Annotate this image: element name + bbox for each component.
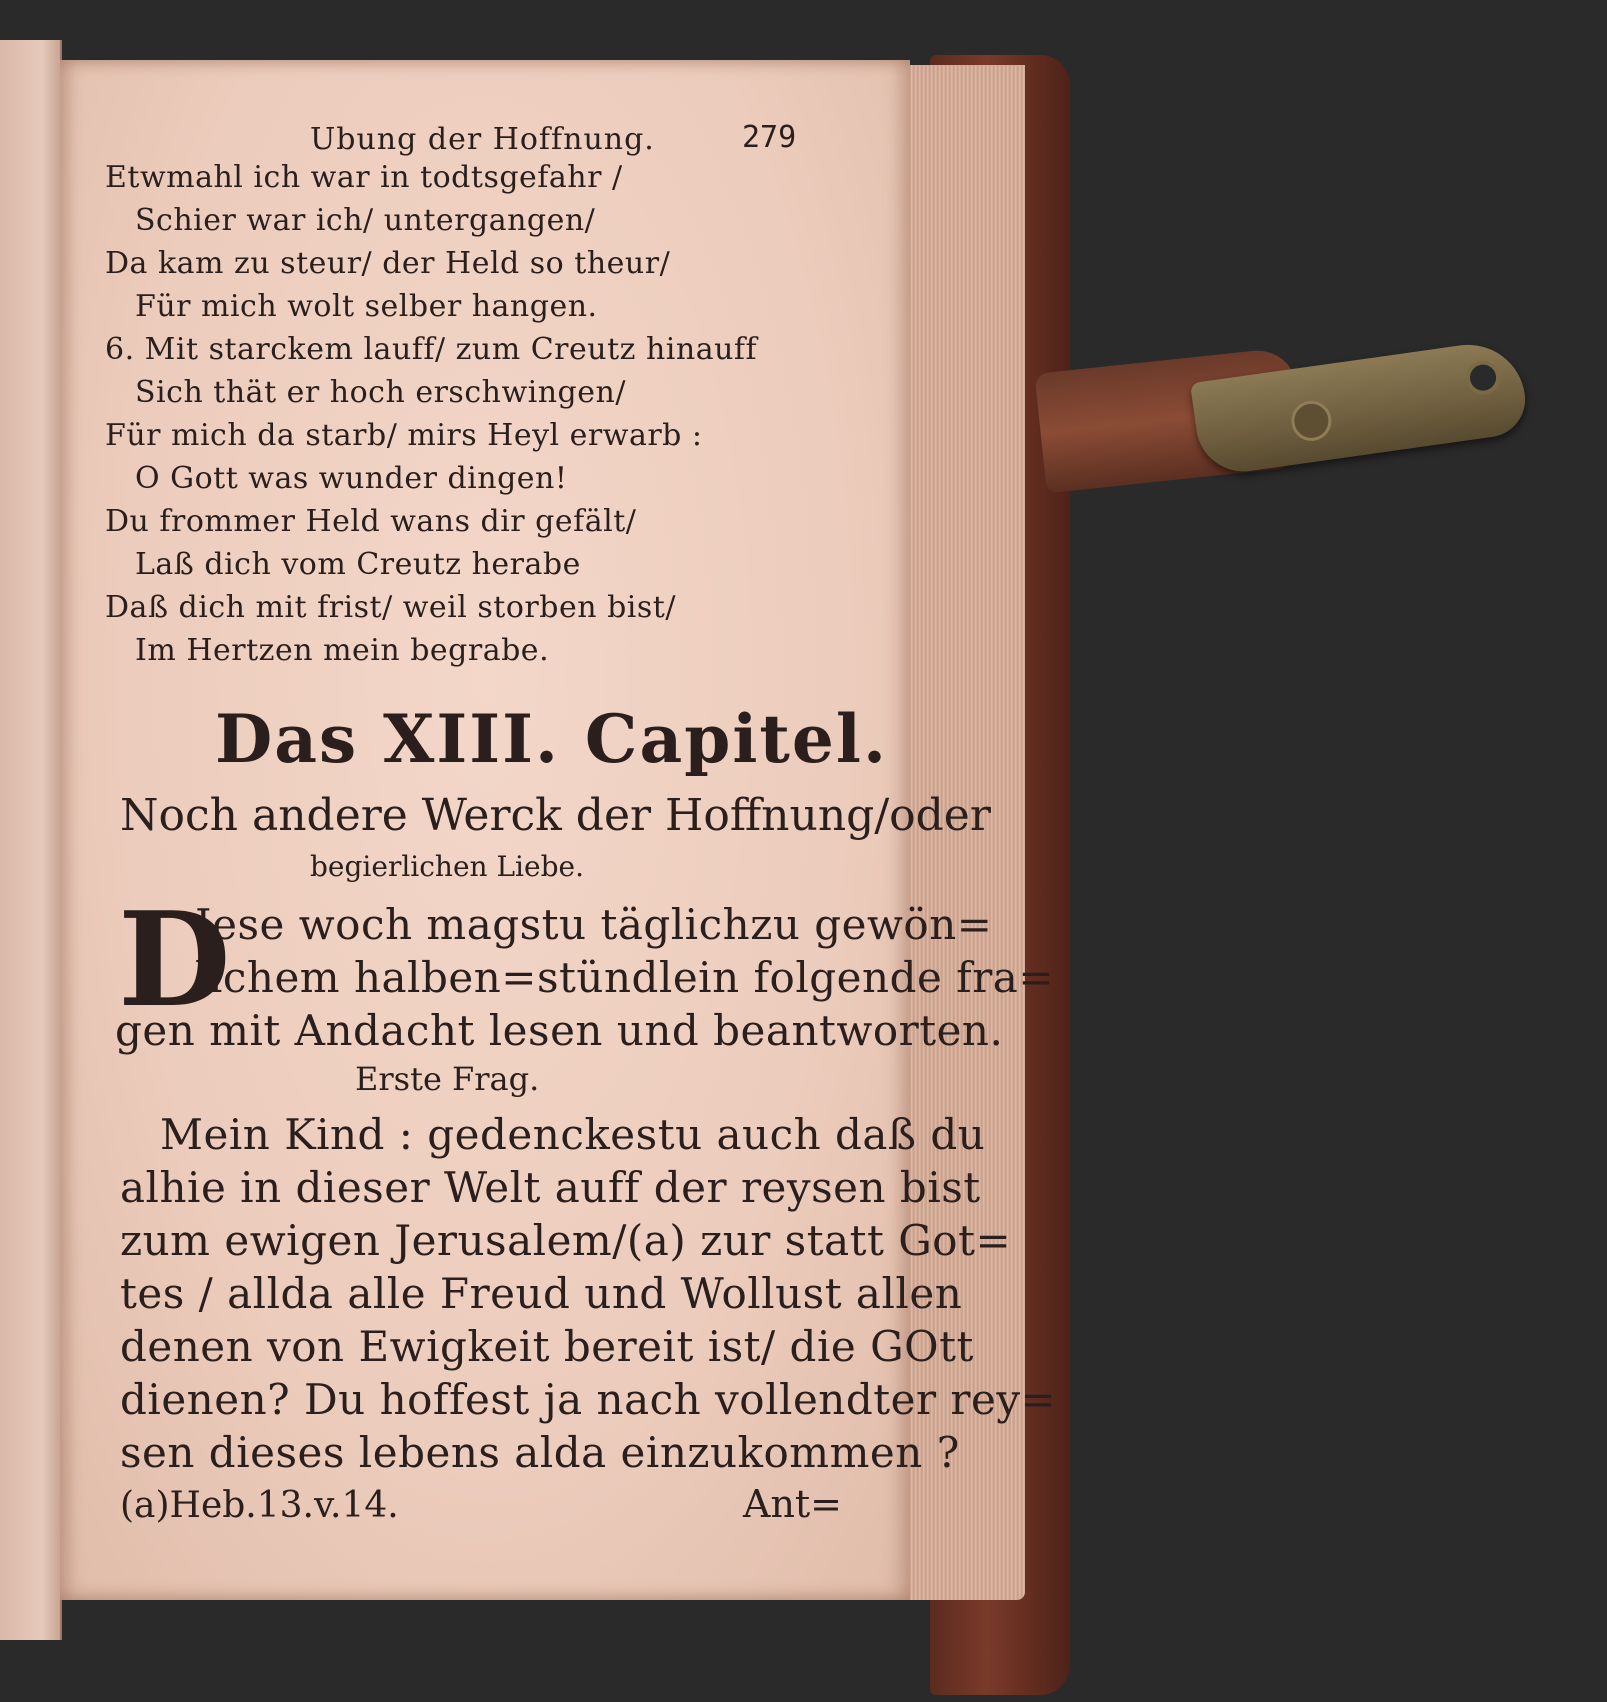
verse-line: Daß dich mit frist/ weil storben bist/ — [105, 590, 676, 625]
page-text — [60, 60, 1057, 1600]
clasp-rivet — [1289, 398, 1334, 443]
body-line: denen von Ewigkeit bereit ist/ die GOtt — [120, 1322, 974, 1371]
question-heading: Erste Frag. — [355, 1060, 540, 1098]
body-line: lichem halben=stündlein folgende fra= — [195, 953, 1055, 1002]
body-line: Iese woch magstu täglichzu gewön= — [195, 900, 993, 949]
verse-line: Sich thät er hoch erschwingen/ — [135, 375, 626, 410]
chapter-subtitle-continued: begierlichen Liebe. — [310, 850, 584, 883]
chapter-subtitle: Noch andere Werck der Hoffnung/oder — [120, 790, 991, 841]
footnote: (a)Heb.13.v.14. — [120, 1485, 399, 1526]
drop-cap: D — [118, 883, 231, 1036]
body-line: zum ewigen Jerusalem/(a) zur statt Got= — [120, 1216, 1012, 1265]
verse-line: Im Hertzen mein begrabe. — [135, 633, 550, 668]
left-page-edge — [0, 40, 62, 1640]
verse-line: O Gott was wunder dingen! — [135, 461, 568, 496]
verse-line: Schier war ich/ untergangen/ — [135, 203, 596, 238]
verse-line: 6. Mit starckem lauff/ zum Creutz hinauff — [105, 332, 758, 367]
verse-line: Du frommer Held wans dir gefält/ — [105, 504, 637, 539]
catchword: Ant= — [743, 1482, 843, 1526]
body-line: dienen? Du hoffest ja nach vollendter rey= — [120, 1375, 1057, 1424]
clasp-hole — [1464, 358, 1502, 396]
verse-line: Für mich wolt selber hangen. — [135, 289, 598, 324]
body-line: Mein Kind : gedenckestu auch daß du — [160, 1110, 986, 1159]
body-line: gen mit Andacht lesen und beantworten. — [115, 1006, 1004, 1055]
chapter-title: Das XIII. Capitel. — [215, 700, 888, 778]
body-line: sen dieses lebens alda einzukommen ? — [120, 1428, 960, 1477]
verse-line: Etwmahl ich war in todtsgefahr / — [105, 160, 623, 195]
verse-line: Laß dich vom Creutz herabe — [135, 547, 581, 582]
body-line: tes / allda alle Freud und Wollust allen — [120, 1269, 963, 1318]
page-number: 279 — [742, 120, 797, 155]
verse-line: Für mich da starb/ mirs Heyl erwarb : — [105, 418, 703, 453]
running-header: Ubung der Hoffnung. — [310, 122, 655, 157]
verse-line: Da kam zu steur/ der Held so theur/ — [105, 246, 671, 281]
body-line: alhie in dieser Welt auff der reysen bist — [120, 1163, 981, 1212]
